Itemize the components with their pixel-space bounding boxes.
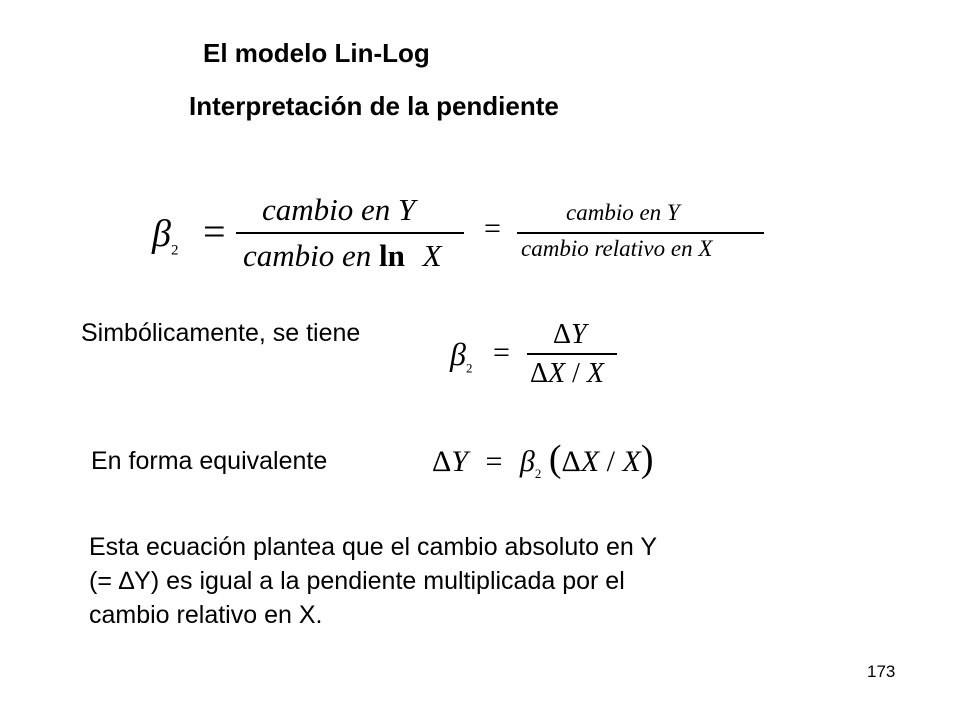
equals-sign: = (493, 336, 510, 369)
symbolic-numerator: ΔY (553, 319, 587, 350)
slide-title: El modelo Lin-Log (203, 38, 430, 68)
symbolic-fraction-bar (527, 353, 617, 355)
equals-sign: = (203, 209, 226, 254)
explanation-line-2: (= ∆Y) es igual a la pendiente multiplicada por el (89, 567, 625, 595)
fraction2-bar (517, 232, 764, 234)
equivalent-label: En forma equivalente (91, 447, 328, 475)
page-number: 173 (867, 662, 896, 681)
explanation-line-3: cambio relativo en X. (89, 601, 323, 629)
fraction1-denominator: cambio en ln X (243, 238, 442, 273)
explanation-line-1: Esta ecuación plantea que el cambio absoluto en Y (89, 533, 657, 561)
fraction2-numerator: cambio en Y (566, 200, 680, 225)
fraction1-bar (236, 232, 464, 234)
symbolic-denominator: ΔX / X (530, 358, 605, 389)
explanation-paragraph (89, 530, 829, 632)
fraction2-denominator: cambio relativo en X (521, 236, 713, 261)
beta-symbol: $\beta_2$ (450, 336, 473, 376)
symbolic-label: Simbólicamente, se tiene (81, 319, 361, 347)
equals-sign-2: = (484, 212, 501, 245)
formula-equivalent: $\Delta Y = \beta_2$ (ΔX / X) (432, 438, 654, 481)
beta-symbol: $\beta_2$ (152, 213, 179, 259)
fraction1-numerator: cambio en Y (262, 192, 416, 227)
slide-subtitle: Interpretación de la pendiente (189, 91, 559, 121)
